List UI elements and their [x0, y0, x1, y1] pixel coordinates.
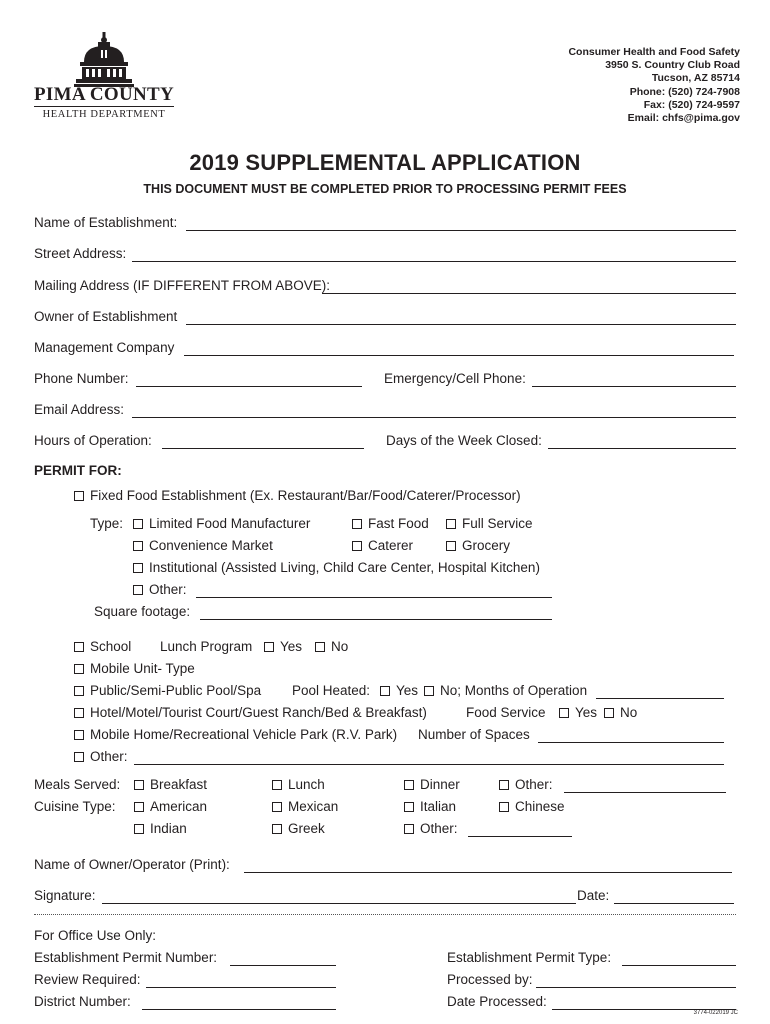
- checkbox[interactable]: [559, 708, 569, 718]
- permit-number-field[interactable]: [230, 965, 336, 966]
- checkbox[interactable]: [272, 780, 282, 790]
- type-other-label: Other:: [149, 582, 187, 597]
- street-label: Street Address:: [34, 246, 127, 261]
- page-title: 2019 SUPPLEMENTAL APPLICATION: [189, 150, 581, 175]
- mexican-label: Mexican: [288, 799, 339, 814]
- pool-option[interactable]: [74, 683, 261, 699]
- district-label: District Number:: [34, 994, 131, 1009]
- checkbox[interactable]: [74, 708, 84, 718]
- lunch-no-option[interactable]: [315, 639, 348, 655]
- signature-label: Signature:: [34, 888, 96, 903]
- processed-by-label: Processed by:: [447, 972, 533, 987]
- contact-block: [568, 46, 740, 125]
- cuisine-other-field[interactable]: [468, 836, 572, 837]
- street-field[interactable]: [132, 261, 736, 262]
- spaces-field[interactable]: [538, 742, 724, 743]
- italian-option[interactable]: [404, 799, 456, 815]
- logo-divider: [34, 106, 174, 107]
- contact-line: Fax: (520) 724-9597: [643, 98, 740, 111]
- checkbox[interactable]: [74, 686, 84, 696]
- owner-print-label: Name of Owner/Operator (Print):: [34, 857, 230, 872]
- days-closed-label: Days of the Week Closed:: [386, 433, 542, 448]
- checkbox[interactable]: [133, 541, 143, 551]
- yes-label: Yes: [396, 683, 419, 698]
- checkbox[interactable]: [74, 642, 84, 652]
- review-field[interactable]: [146, 987, 336, 988]
- meals-other-field[interactable]: [564, 792, 726, 793]
- days-closed-field[interactable]: [548, 448, 736, 449]
- dinner-option[interactable]: [404, 777, 460, 793]
- mobile-unit-label: Mobile Unit- Type: [90, 661, 195, 676]
- permit-other-field[interactable]: [134, 764, 724, 765]
- spaces-label: Number of Spaces: [418, 727, 530, 742]
- mexican-option[interactable]: [272, 799, 338, 815]
- checkbox[interactable]: [74, 730, 84, 740]
- hotel-option[interactable]: [74, 705, 427, 721]
- date-label: Date:: [577, 888, 610, 903]
- contact-line: Phone: (520) 724-7908: [629, 85, 740, 98]
- greek-option[interactable]: [272, 821, 325, 837]
- pool-label: Public/Semi-Public Pool/Spa: [90, 683, 262, 698]
- italian-label: Italian: [420, 799, 457, 814]
- permit-other-option[interactable]: [74, 749, 128, 765]
- full-service-option[interactable]: [446, 516, 533, 532]
- full-service-label: Full Service: [462, 516, 533, 531]
- checkbox[interactable]: [133, 563, 143, 573]
- type-label: Type:: [90, 516, 124, 531]
- limited-food-option[interactable]: [133, 516, 310, 532]
- american-label: American: [150, 799, 208, 814]
- fast-food-label: Fast Food: [368, 516, 429, 531]
- checkbox[interactable]: [499, 802, 509, 812]
- management-label: Management Company: [34, 340, 175, 355]
- lunch-option[interactable]: [272, 777, 325, 793]
- permit-heading: PERMIT FOR:: [34, 463, 122, 478]
- checkbox[interactable]: [380, 686, 390, 696]
- form-number: 3774-022019 JC: [693, 1010, 738, 1016]
- checkbox[interactable]: [404, 780, 414, 790]
- meals-other-label: Other:: [515, 777, 553, 792]
- email-field[interactable]: [132, 417, 736, 418]
- food-service-no-option[interactable]: [604, 705, 637, 721]
- yes-label: Yes: [575, 705, 598, 720]
- indian-label: Indian: [150, 821, 187, 836]
- checkbox[interactable]: [352, 519, 362, 529]
- type-other-field[interactable]: [196, 597, 552, 598]
- checkbox[interactable]: [604, 708, 614, 718]
- checkbox[interactable]: [446, 541, 456, 551]
- lunch-yes-option[interactable]: [264, 639, 302, 655]
- name-field[interactable]: [186, 230, 736, 231]
- type-other-option[interactable]: [133, 582, 187, 598]
- pool-no-option[interactable]: [424, 683, 587, 699]
- checkbox[interactable]: [404, 802, 414, 812]
- contact-line: Tucson, AZ 85714: [651, 72, 740, 85]
- checkbox[interactable]: [404, 824, 414, 834]
- no-label: No: [331, 639, 349, 654]
- chinese-option[interactable]: [499, 799, 565, 815]
- checkbox[interactable]: [352, 541, 362, 551]
- org-name: PIMA COUNTY: [34, 84, 174, 105]
- dotted-divider: [34, 914, 736, 915]
- limited-food-label: Limited Food Manufacturer: [149, 516, 311, 531]
- phone-label: Phone Number:: [34, 371, 129, 386]
- permit-number-label: Establishment Permit Number:: [34, 950, 218, 965]
- square-footage-label: Square footage:: [94, 604, 191, 619]
- emergency-field[interactable]: [532, 386, 736, 387]
- contact-line: Email: chfs@pima.gov: [627, 112, 740, 125]
- convenience-option[interactable]: [133, 538, 273, 554]
- yes-label: Yes: [280, 639, 303, 654]
- cuisine-other-option[interactable]: [404, 821, 458, 837]
- lunch-program-label: Lunch Program: [160, 639, 253, 654]
- greek-label: Greek: [288, 821, 325, 836]
- mailing-label: Mailing Address (IF DIFFERENT FROM ABOVE):: [34, 278, 331, 293]
- checkbox[interactable]: [134, 780, 144, 790]
- meals-label: Meals Served:: [34, 777, 121, 792]
- email-label: Email Address:: [34, 402, 125, 417]
- owner-field[interactable]: [186, 324, 736, 325]
- permit-type-label: Establishment Permit Type:: [447, 950, 612, 965]
- breakfast-label: Breakfast: [150, 777, 208, 792]
- grocery-label: Grocery: [462, 538, 511, 553]
- checkbox[interactable]: [74, 664, 84, 674]
- breakfast-option[interactable]: [134, 777, 207, 793]
- convenience-label: Convenience Market: [149, 538, 273, 553]
- mobile-unit-option[interactable]: [74, 661, 195, 677]
- emergency-label: Emergency/Cell Phone:: [384, 371, 526, 386]
- mobile-home-label: Mobile Home/Recreational Vehicle Park (R.V. Park): [90, 727, 398, 742]
- dinner-label: Dinner: [420, 777, 460, 792]
- checkbox[interactable]: [133, 519, 143, 529]
- chinese-label: Chinese: [515, 799, 565, 814]
- page-subtitle: THIS DOCUMENT MUST BE COMPLETED PRIOR TO PROCESSING PERMIT FEES: [143, 182, 627, 196]
- office-heading: For Office Use Only:: [34, 928, 157, 943]
- months-field[interactable]: [596, 698, 724, 699]
- caterer-label: Caterer: [368, 538, 414, 553]
- american-option[interactable]: [134, 799, 207, 815]
- food-service-yes-option[interactable]: [559, 705, 597, 721]
- fixed-food-label: Fixed Food Establishment (Ex. Restaurant/Bar/Food/Caterer/Processor): [90, 488, 521, 503]
- indian-option[interactable]: [134, 821, 187, 837]
- processed-by-field[interactable]: [536, 987, 736, 988]
- lunch-label: Lunch: [288, 777, 325, 792]
- district-field[interactable]: [142, 1009, 336, 1010]
- contact-line: 3950 S. Country Club Road: [605, 59, 740, 72]
- org-department: HEALTH DEPARTMENT: [42, 109, 166, 120]
- date-processed-label: Date Processed:: [447, 994, 547, 1009]
- contact-line: Consumer Health and Food Safety: [568, 46, 740, 58]
- signature-field[interactable]: [102, 903, 576, 904]
- food-service-label: Food Service: [466, 705, 546, 720]
- checkbox[interactable]: [74, 491, 84, 501]
- checkbox[interactable]: [272, 802, 282, 812]
- pima-county-logo: [34, 32, 174, 124]
- no-months-label: No; Months of Operation: [440, 683, 588, 698]
- permit-type-field[interactable]: [622, 965, 736, 966]
- institutional-label: Institutional (Assisted Living, Child Care Center, Hospital Kitchen): [149, 560, 540, 575]
- meals-other-option[interactable]: [499, 777, 553, 793]
- hours-label: Hours of Operation:: [34, 433, 152, 448]
- caterer-option[interactable]: [352, 538, 413, 554]
- name-label: Name of Establishment:: [34, 215, 178, 230]
- no-label: No: [620, 705, 638, 720]
- fast-food-option[interactable]: [352, 516, 429, 532]
- grocery-option[interactable]: [446, 538, 510, 554]
- hours-field[interactable]: [162, 448, 364, 449]
- checkbox[interactable]: [446, 519, 456, 529]
- school-option[interactable]: [74, 639, 131, 655]
- date-field[interactable]: [614, 903, 734, 904]
- checkbox[interactable]: [315, 642, 325, 652]
- fixed-food-option[interactable]: [74, 488, 521, 504]
- checkbox[interactable]: [133, 585, 143, 595]
- pool-heated-label: Pool Heated:: [292, 683, 371, 698]
- institutional-option[interactable]: [133, 560, 540, 576]
- checkbox[interactable]: [272, 824, 282, 834]
- checkbox[interactable]: [134, 802, 144, 812]
- owner-label: Owner of Establishment: [34, 309, 178, 324]
- checkbox[interactable]: [74, 752, 84, 762]
- review-label: Review Required:: [34, 972, 141, 987]
- mobile-home-option[interactable]: [74, 727, 397, 743]
- checkbox[interactable]: [134, 824, 144, 834]
- owner-print-field[interactable]: [244, 872, 732, 873]
- cuisine-other-label: Other:: [420, 821, 458, 836]
- hotel-label: Hotel/Motel/Tourist Court/Guest Ranch/Bed & Breakfast): [90, 705, 427, 720]
- permit-other-label: Other:: [90, 749, 128, 764]
- square-footage-field[interactable]: [200, 619, 552, 620]
- management-field[interactable]: [184, 355, 734, 356]
- phone-field[interactable]: [136, 386, 362, 387]
- checkbox[interactable]: [499, 780, 509, 790]
- cuisine-label: Cuisine Type:: [34, 799, 116, 814]
- school-label: School: [90, 639, 132, 654]
- pool-yes-option[interactable]: [380, 683, 418, 699]
- checkbox[interactable]: [264, 642, 274, 652]
- checkbox[interactable]: [424, 686, 434, 696]
- mailing-field[interactable]: [322, 293, 736, 294]
